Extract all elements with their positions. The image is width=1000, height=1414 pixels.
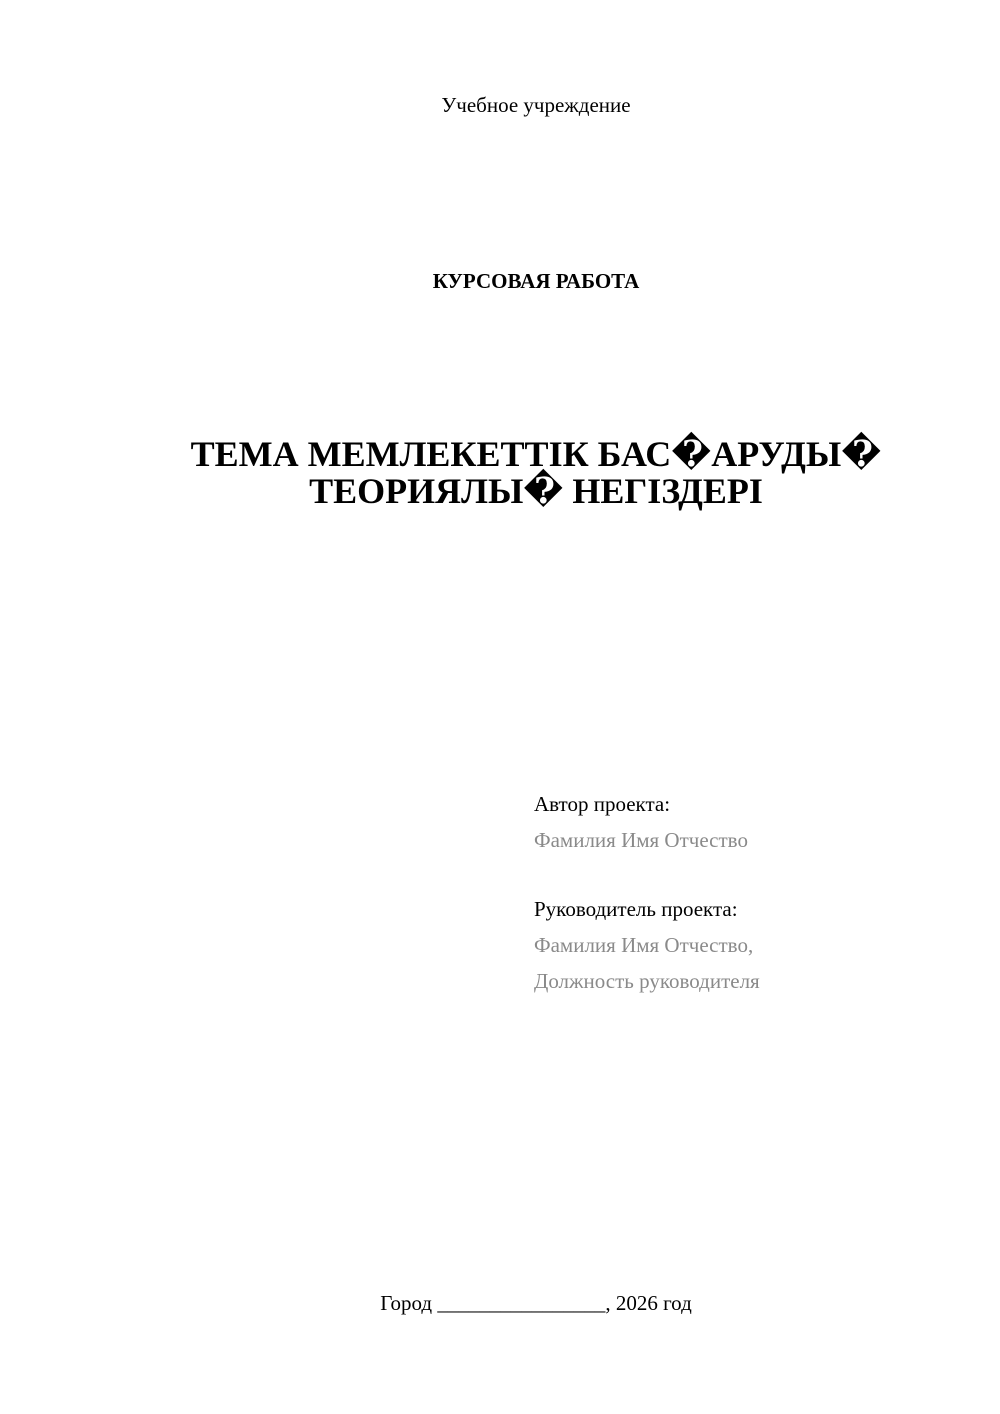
supervisor-position: Должность руководителя: [534, 969, 760, 993]
supervisor-name: Фамилия Имя Отчество,: [534, 933, 754, 957]
supervisor-label: Руководитель проекта:: [534, 897, 738, 921]
author-label: Автор проекта:: [534, 792, 671, 816]
work-title-line-1: ТЕМА МЕМЛЕКЕТТІК БАС�АРУДЫ�: [190, 434, 882, 474]
institution-name: Учебное учреждение: [441, 93, 631, 117]
credits-block: [534, 786, 974, 999]
city-year-line: Город ________________, 2026 год: [380, 1291, 692, 1315]
work-title: [120, 436, 952, 510]
credits-spacer: [534, 858, 974, 891]
author-name: Фамилия Имя Отчество: [534, 828, 748, 852]
work-title-line-2: ТЕОРИЯЛЫ� НЕГІЗДЕРІ: [309, 471, 763, 511]
document-type: КУРСОВАЯ РАБОТА: [432, 269, 640, 293]
